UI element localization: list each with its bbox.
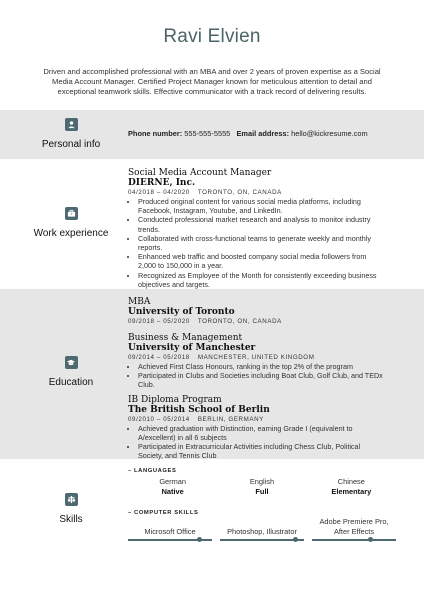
language-item <box>217 477 306 496</box>
resume-name: Ravi Elvien <box>163 26 261 47</box>
education-meta <box>128 416 384 423</box>
list-item: • Achieved First Class Honours, ranking in the top 2% of the program <box>138 362 384 371</box>
skills-icon <box>65 493 78 506</box>
phone-label: Phone number: <box>128 129 183 138</box>
computer-skills-heading: – COMPUTER SKILLS <box>128 510 199 516</box>
language-name: Chinese <box>337 477 365 486</box>
job-meta <box>128 189 384 196</box>
personal-info-section <box>0 110 424 159</box>
degree-title: MBA <box>128 297 151 307</box>
skill-level-bar <box>312 539 396 541</box>
briefcase-icon <box>65 207 78 220</box>
job-bullets <box>128 197 384 289</box>
education-section <box>0 289 424 459</box>
company-name: DIERNE, Inc. <box>128 178 196 188</box>
skill-level-bar <box>220 539 304 541</box>
language-level: Elementary <box>331 487 372 496</box>
language-name: German <box>159 477 187 486</box>
contact-card-icon <box>65 118 78 131</box>
language-item <box>307 477 396 496</box>
language-level: Full <box>255 487 269 496</box>
job-dates: 04/2018 – 04/2020 <box>128 189 190 196</box>
job-title: Social Media Account Manager <box>128 168 272 178</box>
list-item: • Produced original content for various social media platforms, including Facebook, Instagram, Youtube, and LinkedIn. <box>138 197 384 215</box>
work-title: Work experience <box>33 228 109 239</box>
education-bullets <box>128 424 384 461</box>
email-value[interactable]: hello@kickresume.com <box>291 129 368 138</box>
degree-title: Business & Management <box>128 333 243 343</box>
education-location: TORONTO, ON, CANADA <box>197 318 282 325</box>
computer-skills-list <box>128 517 396 541</box>
work-section <box>0 159 424 289</box>
education-bullets <box>128 362 384 390</box>
skill-level-marker <box>197 537 202 542</box>
skill-name: Adobe Premiere Pro, After Effects <box>319 517 389 536</box>
languages-heading: – LANGUAGES <box>128 468 177 474</box>
education-entry <box>128 333 384 390</box>
degree-title: IB Diploma Program <box>128 394 222 405</box>
skills-title: Skills <box>59 514 83 525</box>
list-item: • Achieved graduation with Distinction, earning Grade I (equivalent to A/excellent) in all 6 subjects <box>138 424 384 442</box>
education-dates: 09/2010 – 05/2014 <box>128 415 190 423</box>
summary-text: Driven and accomplished professional with an MBA and over 2 years of proven expertise as a Social Media Account Manager. Certified Project Manager known for meticulous attention to detail and exceptional teamwork skills. Effective communicator with a track record of delivering results. <box>43 67 381 96</box>
language-level: Native <box>161 487 184 496</box>
languages-list <box>128 477 396 496</box>
graduation-cap-icon <box>65 356 78 369</box>
skills-section <box>0 459 424 600</box>
education-title: Education <box>48 377 94 388</box>
list-item: • Participated in Extracurricular Activities including Chess Club, Political Society, and Tennis Club <box>138 442 384 460</box>
list-item: • Recognized as Employee of the Month for consistently exceeding business objectives and targets. <box>138 271 384 289</box>
list-item: • Participated in Clubs and Societies including Boat Club, Golf Club, and TEDx Club. <box>138 371 384 389</box>
education-dates: 09/2018 – 05/2020 <box>128 318 190 325</box>
language-name: English <box>249 477 275 486</box>
contact-line <box>128 129 384 138</box>
education-meta <box>128 354 384 361</box>
skill-level-marker <box>368 537 373 542</box>
list-item: • Collaborated with cross-functional teams to generate weekly and monthly reports. <box>138 234 384 252</box>
education-location: BERLIN, GERMANY <box>197 415 264 423</box>
skill-level-bar <box>128 539 212 541</box>
list-item: • Conducted professional market research and analysis to monitor industry trends. <box>138 215 384 233</box>
email-label: Email address: <box>236 129 290 138</box>
phone-value: 555-555-5555 <box>184 129 231 138</box>
education-entry <box>128 297 384 325</box>
skill-item <box>220 517 304 541</box>
education-dates: 09/2014 – 05/2018 <box>128 354 190 361</box>
language-item <box>128 477 217 496</box>
education-location: MANCHESTER, UNITED KINGDOM <box>197 354 315 361</box>
list-item: • Enhanced web traffic and boosted company social media followers from 2,000 to 150,000 in a year. <box>138 252 384 270</box>
skill-item <box>128 517 212 541</box>
personal-info-title: Personal info <box>41 139 101 150</box>
school-name: The British School of Berlin <box>128 404 270 415</box>
school-name: University of Toronto <box>128 307 235 317</box>
job-location: TORONTO, ON, CANADA <box>197 189 282 196</box>
school-name: University of Manchester <box>128 343 256 353</box>
education-entry <box>128 395 384 461</box>
skill-item <box>312 517 396 541</box>
skill-level-marker <box>293 537 298 542</box>
education-meta <box>128 318 384 325</box>
skill-name: Photoshop, Illustrator <box>227 526 297 536</box>
skill-name: Microsoft Office <box>144 526 196 536</box>
